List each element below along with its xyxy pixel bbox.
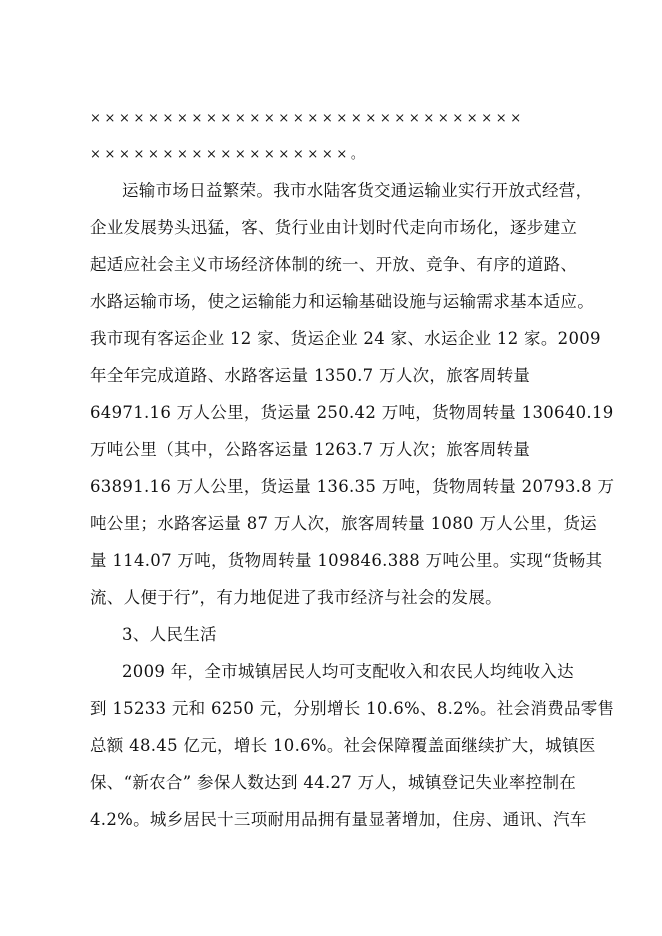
paragraph-transport-line-6: 年全年完成道路、水路客运量 1350.7 万人次，旅客周转量 [90, 366, 531, 385]
paragraph-income-line-1: 2009 年，全市城镇居民人均可支配收入和农民人均纯收入达 [122, 662, 574, 681]
paragraph-transport-line-11: 量 114.07 万吨，货物周转量 109846.388 万吨公里。实现“货畅其 [90, 551, 603, 570]
paragraph-transport-line-4: 水路运输市场，使之运输能力和运输基础设施与运输需求基本适应。 [90, 292, 594, 311]
paragraph-transport-line-3: 起适应社会主义市场经济体制的统一、开放、竞争、有序的道路、 [90, 255, 578, 274]
paragraph-income-line-2: 到 15233 元和 6250 元，分别增长 10.6%、8.2%。社会消费品零售 [90, 699, 615, 718]
paragraph-transport-line-7: 64971.16 万人公里，货运量 250.42 万吨，货物周转量 130640.19 [90, 403, 614, 422]
paragraph-transport-line-9: 63891.16 万人公里，货运量 136.35 万吨，货物周转量 20793.8 万 [90, 477, 615, 496]
section-heading-people-life: 3、人民生活 [122, 625, 217, 644]
masked-text-line-1: ×××××××××××××××××××××××××××××× [90, 111, 525, 126]
paragraph-transport-line-8: 万吨公里（其中，公路客运量 1263.7 万人次；旅客周转量 [90, 440, 531, 459]
paragraph-transport-line-10: 吨公里；水路客运量 87 万人次，旅客周转量 1080 万人公里，货运 [90, 514, 597, 533]
paragraph-income-line-3: 总额 48.45 亿元，增长 10.6%。社会保障覆盖面继续扩大，城镇医 [90, 736, 596, 755]
paragraph-transport-line-5: 我市现有客运企业 12 家、货运企业 24 家、水运企业 12 家。2009 [90, 329, 601, 348]
paragraph-transport-line-1: 运输市场日益繁荣。我市水陆客货交通运输业实行开放式经营， [122, 181, 593, 200]
paragraph-income-line-4: 保、“新农合” 参保人数达到 44.27 万人，城镇登记失业率控制在 [90, 773, 577, 792]
paragraph-transport-line-12: 流、人便于行”，有力地促进了我市经济与社会的发展。 [90, 588, 502, 607]
paragraph-income-line-5: 4.2%。城乡居民十三项耐用品拥有量显著增加，住房、通讯、汽车 [90, 810, 587, 829]
paragraph-transport-line-2: 企业发展势头迅猛，客、货行业由计划时代走向市场化，逐步建立 [90, 218, 578, 237]
masked-text-line-2: ××××××××××××××××××。 [90, 147, 368, 162]
